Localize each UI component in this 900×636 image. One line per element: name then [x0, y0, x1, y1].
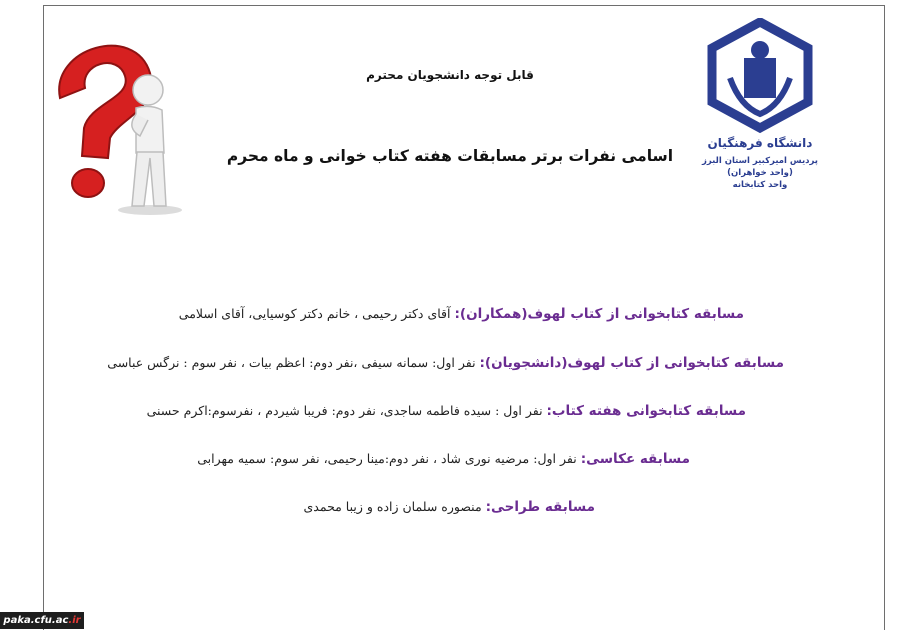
university-logo — [700, 18, 820, 218]
result-winners: نفر اول: سمانه سیفی ،نفر دوم: اعظم بیات ، نفر سوم : نرگس عباسی — [107, 355, 476, 370]
page-title: اسامی نفرات برتر مسابقات هفته کتاب خوانی و ماه محرم — [226, 147, 674, 165]
watermark-tld: .ir — [68, 615, 81, 626]
result-winners: نفر اول : سیده فاطمه ساجدی، نفر دوم: فریبا شیردم ، نفرسوم:اکرم حسنی — [146, 403, 543, 418]
notice-heading: قابل توجه دانشجویان محترم — [366, 68, 534, 82]
result-line-4 — [197, 451, 690, 467]
result-winners: منصوره سلمان زاده و زیبا محمدی — [303, 499, 482, 514]
result-line-3 — [147, 403, 746, 419]
result-label: مسابقه کتابخوانی از کتاب لهوف(دانشجویان): — [479, 355, 784, 371]
university-emblem-icon — [700, 18, 820, 136]
watermark-domain: paka.cfu.ac — [3, 615, 69, 626]
site-watermark — [0, 612, 84, 629]
result-winners: آقای دکتر رحیمی ، خانم دکتر کوسیایی، آقای اسلامی — [178, 306, 451, 321]
result-winners: نفر اول: مرضیه نوری شاد ، نفر دوم:مینا رحیمی، نفر سوم: سمیه مهرابی — [197, 451, 577, 466]
result-line-2 — [107, 355, 784, 371]
logo-campus-line-2: واحد کتابخانه — [732, 180, 788, 190]
result-label: مسابقه طراحی: — [485, 499, 595, 515]
result-label: مسابقه کتابخوانی هفته کتاب: — [546, 403, 746, 419]
logo-campus-text — [700, 155, 820, 191]
result-label: مسابقه عکاسی: — [580, 451, 690, 467]
logo-campus-line-1: پردیس امیرکبیر استان البرز (واحد خواهران) — [702, 156, 818, 178]
result-line-5 — [304, 499, 596, 515]
logo-university-name: دانشگاه فرهنگیان — [707, 136, 813, 150]
result-label: مسابقه کتابخوانی از کتاب لهوف(همکاران): — [454, 306, 744, 322]
result-line-1 — [179, 306, 744, 322]
question-mark-figure-illustration — [40, 28, 190, 218]
